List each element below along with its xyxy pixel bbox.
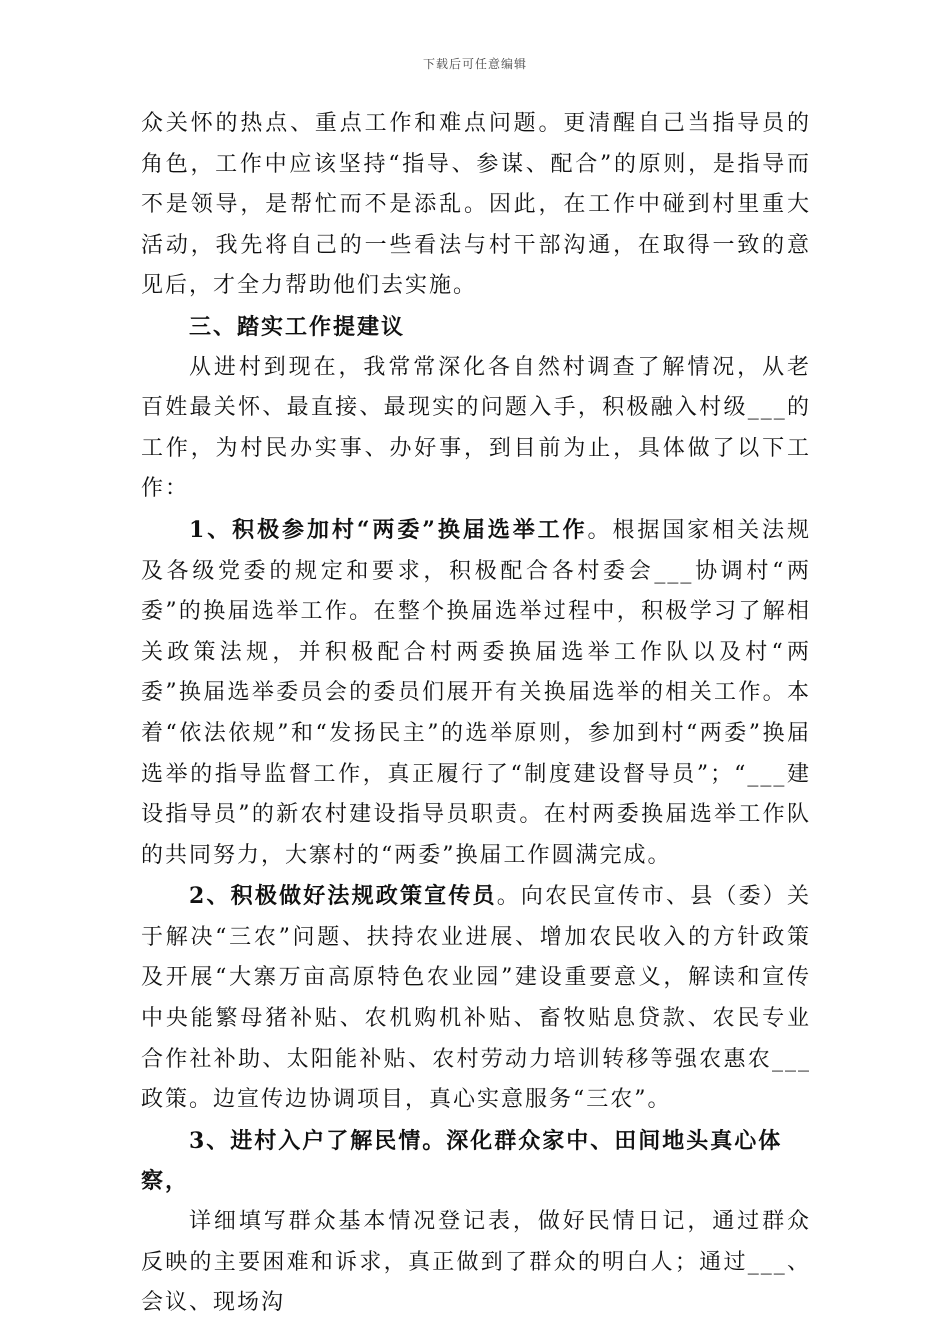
list-item-2-lead: 2、积极做好法规政策宣传员 (189, 883, 497, 910)
paragraph-intro: 从进村到现在，我常常深化各自然村调查了解情况，从老百姓最关怀、最直接、最现实的问题入手，积极融入村级___的工作，为村民办实事、办好事，到目前为止，具体做了以下工作： (141, 354, 811, 502)
page-header: 下载后可任意编辑 (422, 57, 527, 71)
list-item-1 (141, 510, 811, 876)
list-item-3-heading: 3、进村入户了解民情。深化群众家中、田间地头真心体察， (141, 1127, 783, 1195)
paragraph-item-3-body: 详细填写群众基本情况登记表，做好民情日记，通过群众反映的主要困难和诉求，真正做到了群众的明白人；通过___、会议、现场沟 (141, 1209, 811, 1316)
paragraph-continuation: 众关怀的热点、重点工作和难点问题。更清醒自己当指导员的角色，工作中应该坚持“指导、参谋、配合”的原则，是指导而不是领导，是帮忙而不是添乱。因此，在工作中碰到村里重大活动，我先将自己的一些看法与村干部沟通，在取得一致的意见后，才全力帮助他们去实施。 (141, 111, 811, 299)
document-body (141, 104, 811, 1324)
list-item-2 (141, 876, 811, 1121)
list-item-1-lead: 1、积极参加村“两委”换届选举工作 (189, 516, 588, 543)
section-heading: 三、踏实工作提建议 (189, 313, 406, 340)
list-item-2-text: 。向农民宣传市、县（委）关于解决“三农”问题、扶持农业进展、增加农民收入的方针政策及开展“大寨万亩高原特色农业园”建设重要意义，解读和宣传中央能繁母猪补贴、农机购机补贴、畜牧贴息贷款、农民专业合作社补助、太阳能补贴、农村劳动力培训转移等强农惠农___政策。边宣传边协调项目，真心实意服务“三农”。 (141, 884, 811, 1113)
list-item-1-text: 。根据国家相关法规及各级党委的规定和要求，积极配合各村委会___协调村“两委”的换届选举工作。在整个换届选举过程中，积极学习了解相关政策法规，并积极配合村两委换届选举工作队以及村“两委”换届选举委员会的委员们展开有关换届选举的相关工作。本着“依法依规”和“发扬民主”的选举原则，参加到村“两委”换届选举的指导监督工作，真正履行了“制度建设督导员”；“___建设指导员”的新农村建设指导员职责。在村两委换届选举工作队的共同努力，大寨村的“两委”换届工作圆满完成。 (141, 517, 811, 868)
